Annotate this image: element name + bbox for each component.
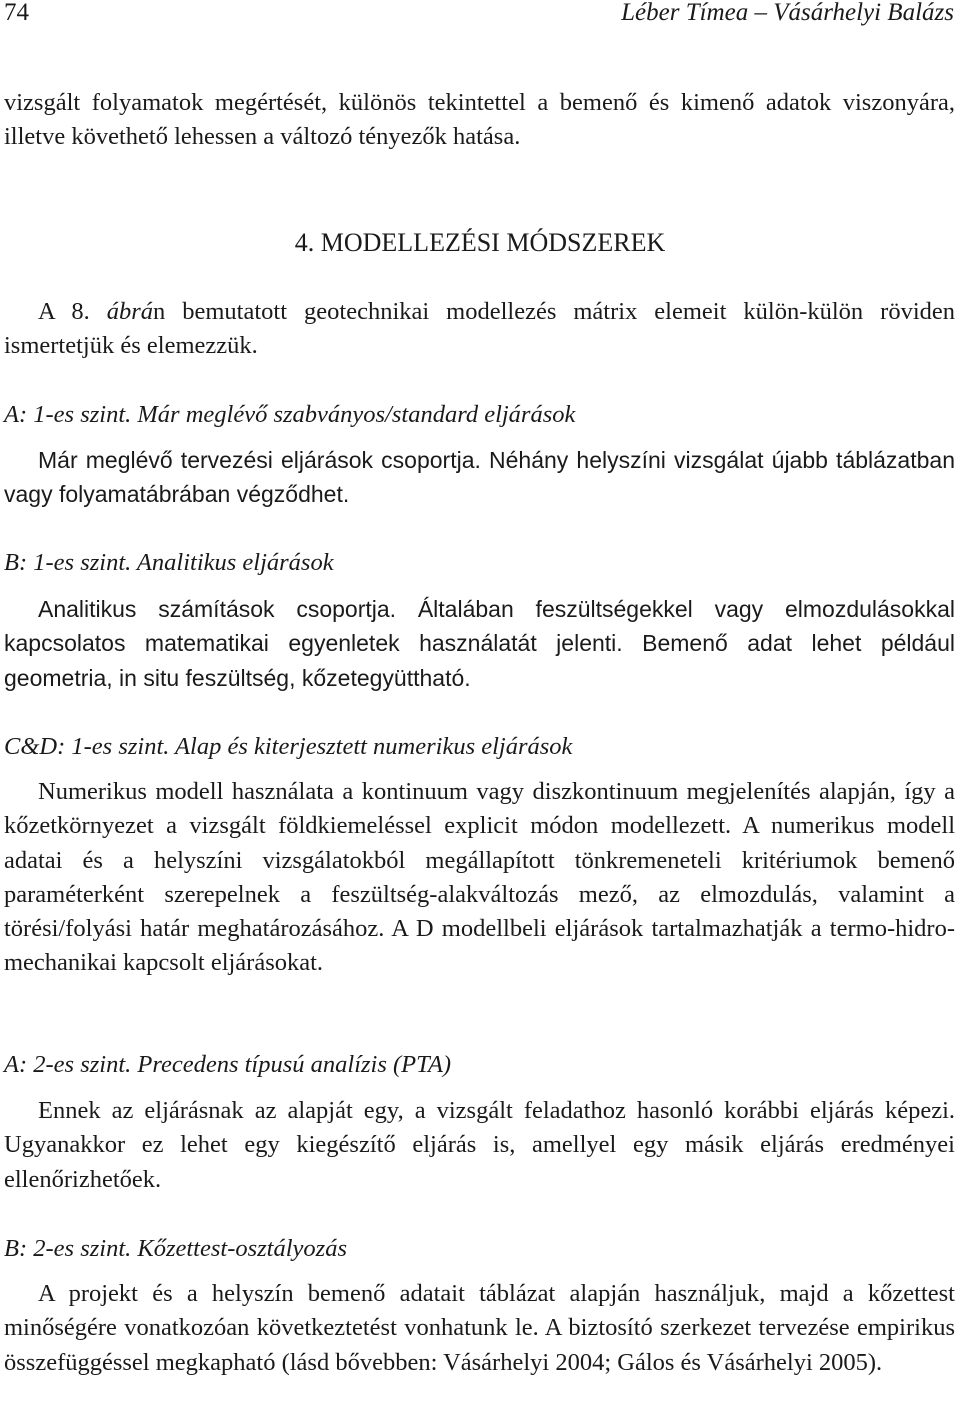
section-intro-lead: A 8. <box>38 298 107 325</box>
subsection-heading-a1: A: 1-es szint. Már meglévő szabványos/standard eljárások <box>4 401 576 428</box>
section-intro-rest: n bemutatott geotechnikai modellezés mátrix elemeit külön-külön röviden ismertetjük és elemezzük. <box>4 298 955 360</box>
page-number: 74 <box>4 0 29 26</box>
subsection-body-cd1: Numerikus modell használata a kontinuum vagy diszkontinuum megjelenítés alapján, így a kőzetkörnyezet a vizsgált földkiemeléssel explicit módon modellezett. A numerikus modell adatai és a helyszíni vizsgálatokból megállapított tönkremeneteli kritériumok bemenő paraméterként szerepelnek a feszültség-alakváltozás mező, az elmozdulás, valamint a törési/folyási határ meghatározásához. A D modellbeli eljárások tartalmazhatják a termo-hidro-mechanikai kapcsolt eljárásokat. <box>4 778 955 977</box>
intro-paragraph: vizsgált folyamatok megértését, különös tekintettel a bemenő és kimenő adatok viszonyára, illetve követhető lehessen a változó tényezők hatása. <box>4 89 955 151</box>
figure-reference: ábrá <box>106 298 153 325</box>
subsection-heading-a2: A: 2-es szint. Precedens típusú analízis (PTA) <box>4 1051 452 1078</box>
subsection-body-a1: Már meglévő tervezési eljárások csoportja. Néhány helyszíni vizsgálat újabb táblázatban vagy folyamatábrában végződhet. <box>4 447 955 508</box>
subsection-body-b1: Analitikus számítások csoportja. Általában feszültségekkel vagy elmozdulásokkal kapcsolatos matematikai egyenletek használatát jelenti. Bemenő adat lehet például geometria, in situ feszültség, kőzetegyüttható. <box>4 596 955 691</box>
running-header <box>4 0 954 28</box>
subsection-heading-b2: B: 2-es szint. Kőzettest-osztályozás <box>4 1235 347 1262</box>
running-header-authors: Léber Tímea – Vásárhelyi Balázs <box>621 0 954 26</box>
section-intro-paragraph <box>4 295 955 364</box>
section-title: 4. MODELLEZÉSI MÓDSZEREK <box>294 228 666 257</box>
subsection-body-a2: Ennek az eljárásnak az alapját egy, a vizsgált feladathoz hasonló korábbi eljárás képezi. Ugyanakkor ez lehet egy kiegészítő eljárás is, amellyel egy másik eljárás eredményei ellenőrizhetőek. <box>4 1097 955 1193</box>
subsection-heading-b1: B: 1-es szint. Analitikus eljárások <box>4 549 334 576</box>
subsection-body-b2: A projekt és a helyszín bemenő adatait táblázat alapján használjuk, majd a kőzettest minőségére vonatkozóan következtetést vonhatunk le. A biztosító szerkezet tervezése empirikus összefüggéssel megkapható (lásd bővebben: Vásárhelyi 2004; Gálos és Vásárhelyi 2005). <box>4 1280 955 1376</box>
subsection-heading-cd1: C&D: 1-es szint. Alap és kiterjesztett numerikus eljárások <box>4 733 573 760</box>
